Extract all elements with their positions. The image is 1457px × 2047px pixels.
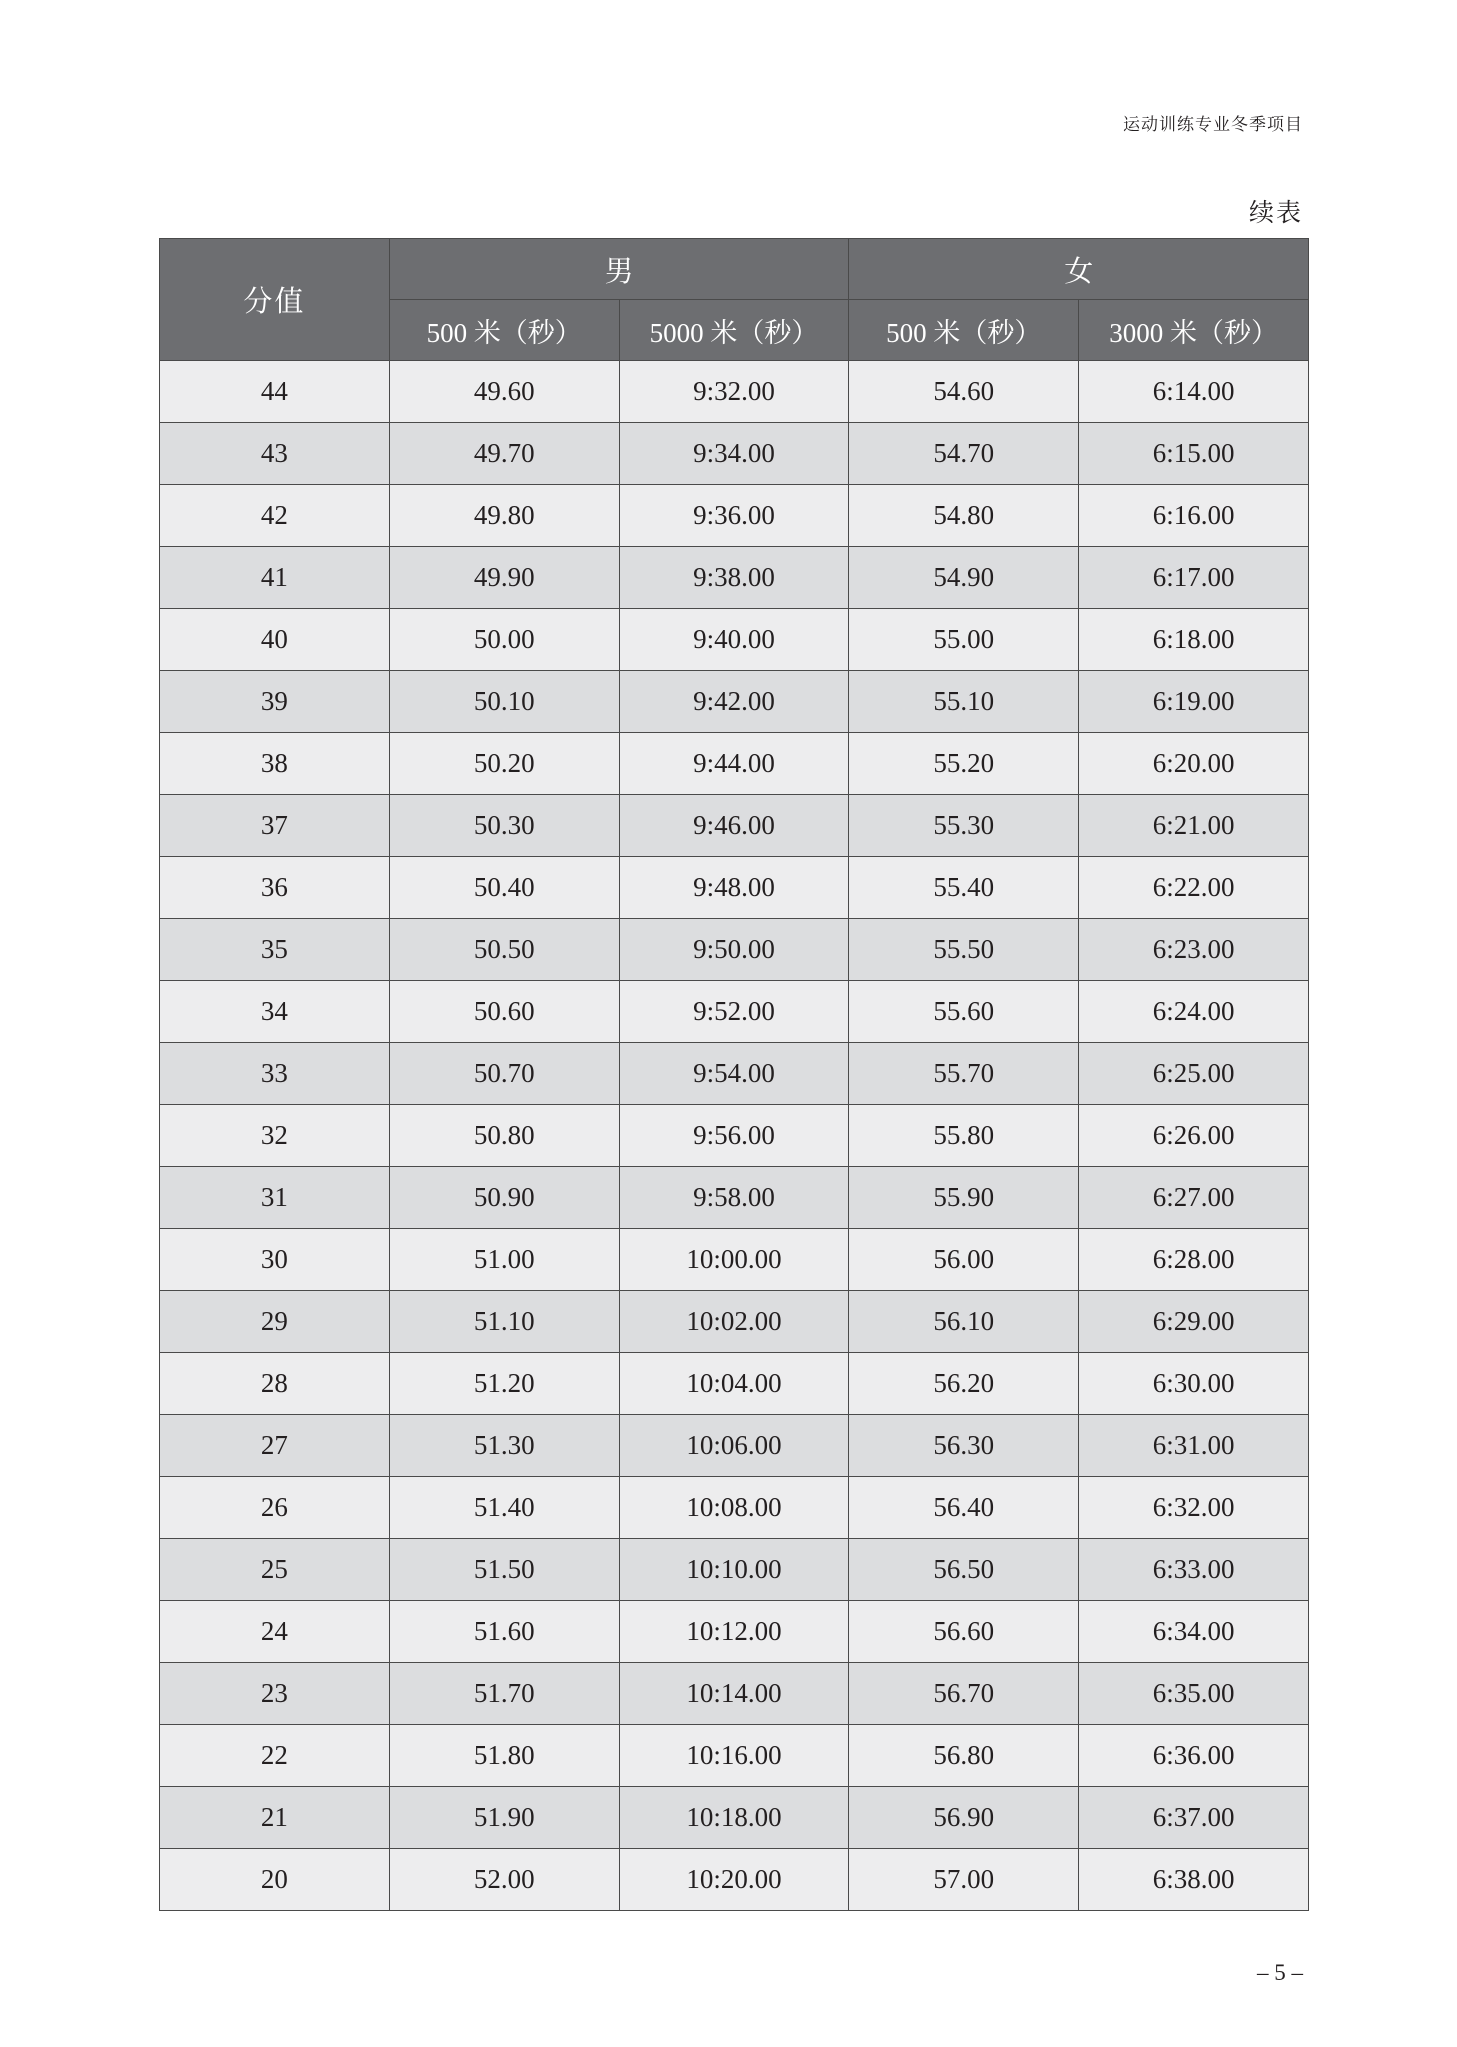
female-500m-cell: 54.80 [849,485,1079,547]
female-group-header: 女 [849,239,1309,300]
event-header-male-500m: 500 米（秒） [389,300,619,361]
table-row [160,361,1309,423]
running-header: 运动训练专业冬季项目 [1123,115,1303,134]
female-500m-cell: 56.20 [849,1353,1079,1415]
male-group-header: 男 [389,239,849,300]
male-500m-cell: 50.80 [389,1105,619,1167]
female-500m-cell: 55.30 [849,795,1079,857]
table-row [160,1601,1309,1663]
table-row [160,1787,1309,1849]
table-row [160,1477,1309,1539]
table-row [160,733,1309,795]
female-500m-cell: 56.70 [849,1663,1079,1725]
table-row [160,1105,1309,1167]
score-cell: 20 [160,1849,390,1911]
female-3000m-cell: 6:37.00 [1079,1787,1309,1849]
female-3000m-cell: 6:38.00 [1079,1849,1309,1911]
male-5000m-cell: 10:14.00 [619,1663,849,1725]
male-500m-cell: 50.90 [389,1167,619,1229]
score-cell: 40 [160,609,390,671]
score-cell: 42 [160,485,390,547]
male-500m-cell: 51.50 [389,1539,619,1601]
score-cell: 32 [160,1105,390,1167]
male-500m-cell: 51.20 [389,1353,619,1415]
male-500m-cell: 50.10 [389,671,619,733]
female-3000m-cell: 6:16.00 [1079,485,1309,547]
table-row [160,1663,1309,1725]
male-5000m-cell: 10:16.00 [619,1725,849,1787]
female-3000m-cell: 6:23.00 [1079,919,1309,981]
table-row [160,1229,1309,1291]
table-row [160,485,1309,547]
female-3000m-cell: 6:20.00 [1079,733,1309,795]
male-5000m-cell: 10:18.00 [619,1787,849,1849]
male-5000m-cell: 9:54.00 [619,1043,849,1105]
male-5000m-cell: 10:10.00 [619,1539,849,1601]
male-5000m-cell: 10:12.00 [619,1601,849,1663]
female-3000m-cell: 6:24.00 [1079,981,1309,1043]
table-row [160,1849,1309,1911]
male-500m-cell: 51.30 [389,1415,619,1477]
male-5000m-cell: 9:48.00 [619,857,849,919]
female-3000m-cell: 6:18.00 [1079,609,1309,671]
male-5000m-cell: 9:44.00 [619,733,849,795]
male-5000m-cell: 9:40.00 [619,609,849,671]
score-cell: 44 [160,361,390,423]
score-cell: 33 [160,1043,390,1105]
score-cell: 30 [160,1229,390,1291]
female-500m-cell: 55.10 [849,671,1079,733]
male-5000m-cell: 10:04.00 [619,1353,849,1415]
table-row [160,1167,1309,1229]
male-5000m-cell: 9:52.00 [619,981,849,1043]
male-500m-cell: 49.70 [389,423,619,485]
female-500m-cell: 56.30 [849,1415,1079,1477]
female-3000m-cell: 6:22.00 [1079,857,1309,919]
female-3000m-cell: 6:33.00 [1079,1539,1309,1601]
score-cell: 26 [160,1477,390,1539]
score-cell: 34 [160,981,390,1043]
male-500m-cell: 50.00 [389,609,619,671]
male-500m-cell: 51.00 [389,1229,619,1291]
male-500m-cell: 49.90 [389,547,619,609]
event-header-female-3000m: 3000 米（秒） [1079,300,1309,361]
male-500m-cell: 50.20 [389,733,619,795]
male-500m-cell: 50.30 [389,795,619,857]
male-5000m-cell: 9:38.00 [619,547,849,609]
male-500m-cell: 51.40 [389,1477,619,1539]
table-row [160,919,1309,981]
female-3000m-cell: 6:30.00 [1079,1353,1309,1415]
male-500m-cell: 51.10 [389,1291,619,1353]
female-3000m-cell: 6:31.00 [1079,1415,1309,1477]
female-3000m-cell: 6:15.00 [1079,423,1309,485]
female-3000m-cell: 6:29.00 [1079,1291,1309,1353]
event-header-male-5000m: 5000 米（秒） [619,300,849,361]
male-5000m-cell: 9:32.00 [619,361,849,423]
table-row [160,1725,1309,1787]
table-row [160,547,1309,609]
female-3000m-cell: 6:14.00 [1079,361,1309,423]
female-500m-cell: 56.40 [849,1477,1079,1539]
table-header [160,239,1309,361]
male-5000m-cell: 9:46.00 [619,795,849,857]
female-500m-cell: 56.10 [849,1291,1079,1353]
female-500m-cell: 57.00 [849,1849,1079,1911]
score-cell: 31 [160,1167,390,1229]
female-500m-cell: 55.80 [849,1105,1079,1167]
male-5000m-cell: 9:50.00 [619,919,849,981]
score-cell: 39 [160,671,390,733]
female-500m-cell: 56.50 [849,1539,1079,1601]
female-500m-cell: 55.40 [849,857,1079,919]
female-500m-cell: 55.60 [849,981,1079,1043]
female-3000m-cell: 6:26.00 [1079,1105,1309,1167]
male-500m-cell: 52.00 [389,1849,619,1911]
female-3000m-cell: 6:32.00 [1079,1477,1309,1539]
score-cell: 35 [160,919,390,981]
female-500m-cell: 56.60 [849,1601,1079,1663]
male-500m-cell: 50.50 [389,919,619,981]
score-cell: 23 [160,1663,390,1725]
female-500m-cell: 56.90 [849,1787,1079,1849]
female-500m-cell: 55.20 [849,733,1079,795]
female-3000m-cell: 6:25.00 [1079,1043,1309,1105]
score-cell: 29 [160,1291,390,1353]
female-3000m-cell: 6:27.00 [1079,1167,1309,1229]
female-500m-cell: 54.90 [849,547,1079,609]
male-5000m-cell: 10:20.00 [619,1849,849,1911]
female-500m-cell: 55.90 [849,1167,1079,1229]
score-cell: 38 [160,733,390,795]
female-500m-cell: 55.00 [849,609,1079,671]
table-row [160,1539,1309,1601]
female-500m-cell: 55.50 [849,919,1079,981]
score-cell: 28 [160,1353,390,1415]
table-row [160,1415,1309,1477]
male-5000m-cell: 9:36.00 [619,485,849,547]
female-500m-cell: 56.00 [849,1229,1079,1291]
page-number: – 5 – [1257,1960,1303,1985]
female-500m-cell: 54.60 [849,361,1079,423]
female-500m-cell: 56.80 [849,1725,1079,1787]
male-500m-cell: 50.40 [389,857,619,919]
male-500m-cell: 51.70 [389,1663,619,1725]
score-cell: 25 [160,1539,390,1601]
male-5000m-cell: 9:58.00 [619,1167,849,1229]
female-3000m-cell: 6:34.00 [1079,1601,1309,1663]
score-cell: 21 [160,1787,390,1849]
male-5000m-cell: 10:06.00 [619,1415,849,1477]
score-cell: 41 [160,547,390,609]
female-3000m-cell: 6:35.00 [1079,1663,1309,1725]
table-row [160,1291,1309,1353]
male-500m-cell: 51.60 [389,1601,619,1663]
score-cell: 36 [160,857,390,919]
male-5000m-cell: 10:02.00 [619,1291,849,1353]
male-5000m-cell: 9:42.00 [619,671,849,733]
continued-table-label: 续表 [1248,200,1303,227]
table-row [160,857,1309,919]
female-3000m-cell: 6:19.00 [1079,671,1309,733]
female-3000m-cell: 6:36.00 [1079,1725,1309,1787]
male-500m-cell: 51.80 [389,1725,619,1787]
score-column-header: 分值 [160,239,390,361]
male-500m-cell: 49.80 [389,485,619,547]
table-row [160,1353,1309,1415]
score-cell: 37 [160,795,390,857]
table-row [160,795,1309,857]
table-row [160,423,1309,485]
male-5000m-cell: 9:34.00 [619,423,849,485]
table-row [160,671,1309,733]
male-500m-cell: 50.60 [389,981,619,1043]
score-cell: 22 [160,1725,390,1787]
table-body [160,361,1309,1911]
table-row [160,981,1309,1043]
female-3000m-cell: 6:28.00 [1079,1229,1309,1291]
score-cell: 27 [160,1415,390,1477]
male-5000m-cell: 10:00.00 [619,1229,849,1291]
female-500m-cell: 54.70 [849,423,1079,485]
male-500m-cell: 49.60 [389,361,619,423]
score-cell: 43 [160,423,390,485]
male-5000m-cell: 9:56.00 [619,1105,849,1167]
male-5000m-cell: 10:08.00 [619,1477,849,1539]
header-row-groups [160,239,1309,300]
female-500m-cell: 55.70 [849,1043,1079,1105]
female-3000m-cell: 6:21.00 [1079,795,1309,857]
table-row [160,609,1309,671]
table-row [160,1043,1309,1105]
female-3000m-cell: 6:17.00 [1079,547,1309,609]
male-500m-cell: 51.90 [389,1787,619,1849]
event-header-female-500m: 500 米（秒） [849,300,1079,361]
male-500m-cell: 50.70 [389,1043,619,1105]
score-cell: 24 [160,1601,390,1663]
score-table [159,238,1309,1911]
